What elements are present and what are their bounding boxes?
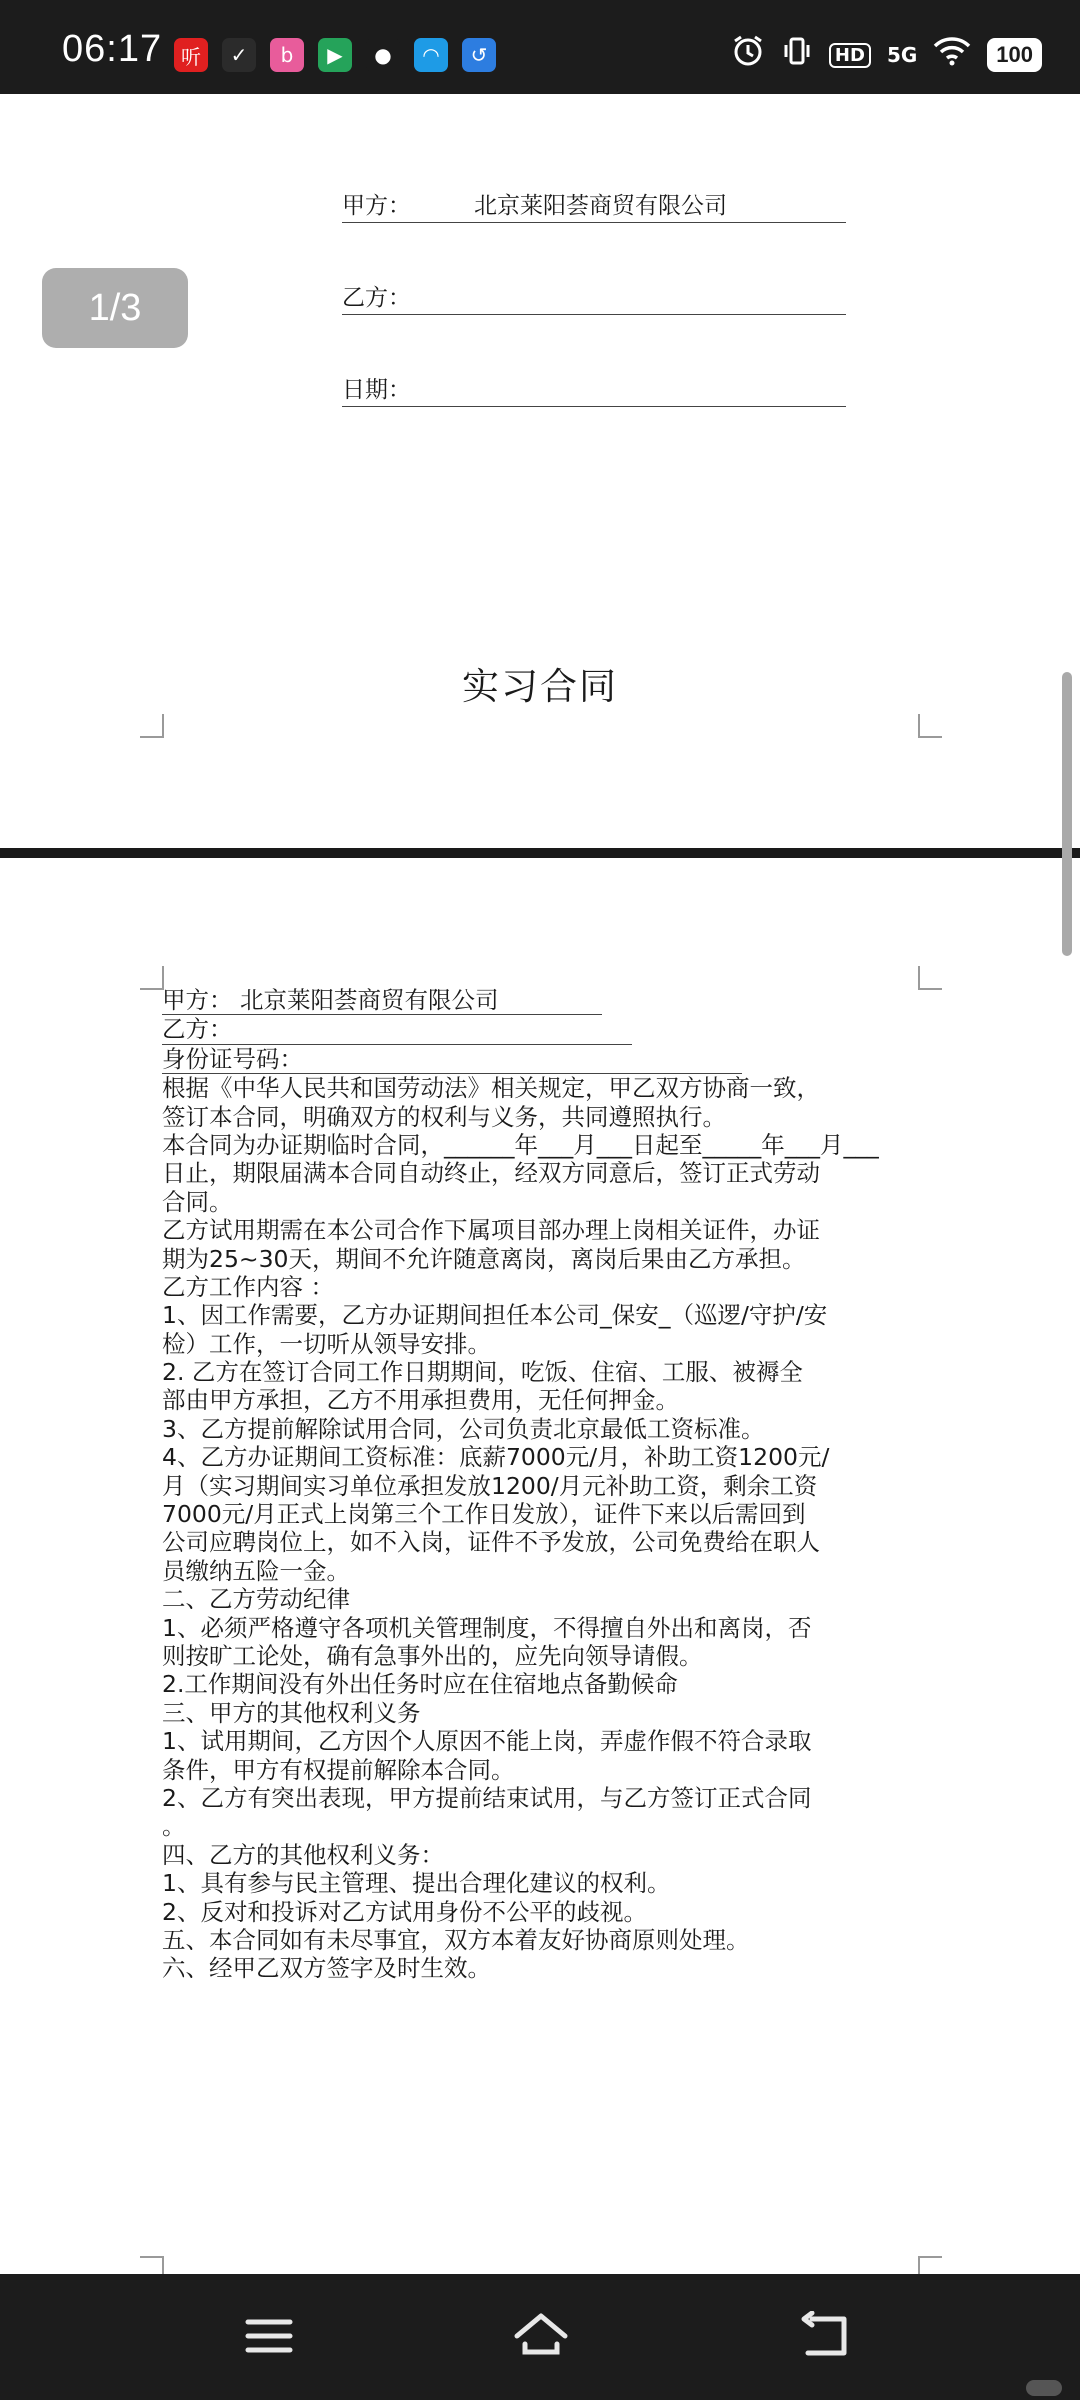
contract-line: 部由甲方承担，乙方不用承担费用，无任何押金。 <box>162 1386 679 1415</box>
wifi-icon <box>933 36 971 74</box>
status-bar <box>0 0 1080 94</box>
party-a-value: 北京莱阳荟商贸有限公司 <box>474 193 727 219</box>
back-icon <box>798 2311 852 2361</box>
signature-row-party-a <box>342 190 846 223</box>
contract-line: 甲方： 北京莱阳荟商贸有限公司 <box>162 986 602 1015</box>
network-5g-icon: 5G <box>886 43 918 67</box>
date-label: 日期： <box>342 377 411 403</box>
contract-line: 五、本合同如有未尽事宜，双方本着友好协商原则处理。 <box>162 1925 750 1954</box>
tasks-app-icon: ✓ <box>222 38 256 72</box>
contract-line: 1、必须严格遵守各项机关管理制度，不得擅自外出和离岗，否 <box>162 1613 812 1642</box>
contract-line: 身份证号码： <box>162 1045 742 1074</box>
menu-button[interactable] <box>234 2304 304 2368</box>
contract-line: 1、具有参与民主管理、提出合理化建议的权利。 <box>162 1869 671 1898</box>
party-b-label: 乙方： <box>342 285 411 311</box>
contract-line: 7000元/月正式上岗第三个工作日发放），证件下来以后需回到 <box>162 1500 806 1529</box>
contract-line: 签订本合同，明确双方的权利与义务，共同遵照执行。 <box>162 1102 726 1131</box>
signature-row-party-b <box>342 282 846 315</box>
vertical-scrollbar[interactable] <box>1062 672 1072 956</box>
green-dot-app-icon: ● <box>366 38 400 72</box>
contract-line: 检）工作，一切听从领导安排。 <box>162 1329 491 1358</box>
contract-line: 期为25~30天，期间不允许随意离岗，离岗后果由乙方承担。 <box>162 1244 806 1273</box>
contract-line: 1、因工作需要，乙方办证期间担任本公司_保安_（巡逻/守护/安 <box>162 1301 828 1330</box>
contract-body <box>162 986 962 1983</box>
system-indicators <box>731 34 1042 76</box>
contract-line: 3、乙方提前解除试用合同，公司负责北京最低工资标准。 <box>162 1414 765 1443</box>
contract-line: 公司应聘岗位上，如不入岗，证件不予发放，公司免费给在职人 <box>162 1528 820 1557</box>
contract-line: 乙方试用期需在本公司合作下属项目部办理上岗相关证件，办证 <box>162 1216 820 1245</box>
status-time: 06:17 <box>62 28 163 70</box>
cloud-app-icon: ◠ <box>414 38 448 72</box>
contract-line: 乙方： <box>162 1015 632 1044</box>
contract-line: 1、试用期间，乙方因个人原因不能上岗，弄虚作假不符合录取 <box>162 1727 812 1756</box>
page-corner-mark <box>140 714 164 738</box>
battery-level: 100 <box>987 38 1042 72</box>
contract-line: 合同。 <box>162 1187 233 1216</box>
menu-icon <box>244 2316 294 2356</box>
contract-line: 根据《中华人民共和国劳动法》相关规定，甲乙双方协商一致， <box>162 1074 820 1103</box>
contract-line: 六、经甲乙双方签字及时生效。 <box>162 1954 491 1983</box>
contract-line: 2.工作期间没有外出任务时应在住宿地点备勤候命 <box>162 1670 678 1699</box>
alarm-icon <box>731 34 765 76</box>
contract-line: 乙方工作内容 ： <box>162 1272 334 1301</box>
contract-line: 三、甲方的其他权利义务 <box>162 1698 421 1727</box>
contract-line: 4、乙方办证期间工资标准：底薪7000元/月，补助工资1200元/ <box>162 1443 830 1472</box>
contract-line: 本合同为办证期临时合同，______年___月___日起至_____年___月___ <box>162 1130 879 1159</box>
watermark-badge <box>1026 2380 1062 2396</box>
notification-icons <box>174 38 496 72</box>
bilibili-app-icon: b <box>270 38 304 72</box>
contract-line: 则按旷工论处，确有急事外出的，应先向领导请假。 <box>162 1641 703 1670</box>
page-corner-mark <box>140 966 164 990</box>
page-corner-mark <box>918 714 942 738</box>
navigation-bar <box>0 2274 1080 2400</box>
contract-line: 员缴纳五险一金。 <box>162 1556 350 1585</box>
party-a-label: 甲方： <box>342 193 411 219</box>
back-button[interactable] <box>790 2304 860 2368</box>
contract-line: 2、乙方有突出表现，甲方提前结束试用，与乙方签订正式合同 <box>162 1783 812 1812</box>
contract-line: 2. 乙方在签订合同工作日期期间，吃饭、住宿、工服、被褥全 <box>162 1358 803 1387</box>
contract-line: 条件，甲方有权提前解除本合同。 <box>162 1755 515 1784</box>
page-separator <box>0 848 1080 858</box>
document-page-1 <box>0 94 1080 844</box>
blue-app-icon: ↺ <box>462 38 496 72</box>
contract-line: 四、乙方的其他权利义务： <box>162 1840 444 1869</box>
page-indicator: 1/3 <box>42 268 188 348</box>
hd-icon: HD <box>829 43 871 68</box>
signature-row-date <box>342 374 846 407</box>
contract-line: 2、反对和投诉对乙方试用身份不公平的歧视。 <box>162 1897 647 1926</box>
contract-line: 。 <box>162 1812 186 1841</box>
home-button[interactable] <box>506 2304 576 2368</box>
contract-line: 月（实习期间实习单位承担发放1200/月元补助工资，剩余工资 <box>162 1471 818 1500</box>
document-title: 实习合同 <box>462 665 618 708</box>
video-app-icon: ▶ <box>318 38 352 72</box>
home-icon <box>511 2310 571 2362</box>
contract-line: 日止，期限届满本合同自动终止，经双方同意后，签订正式劳动 <box>162 1159 820 1188</box>
ting-app-icon: 听 <box>174 38 208 72</box>
contract-line: 二、乙方劳动纪律 <box>162 1585 350 1614</box>
vibrate-icon <box>781 35 813 75</box>
